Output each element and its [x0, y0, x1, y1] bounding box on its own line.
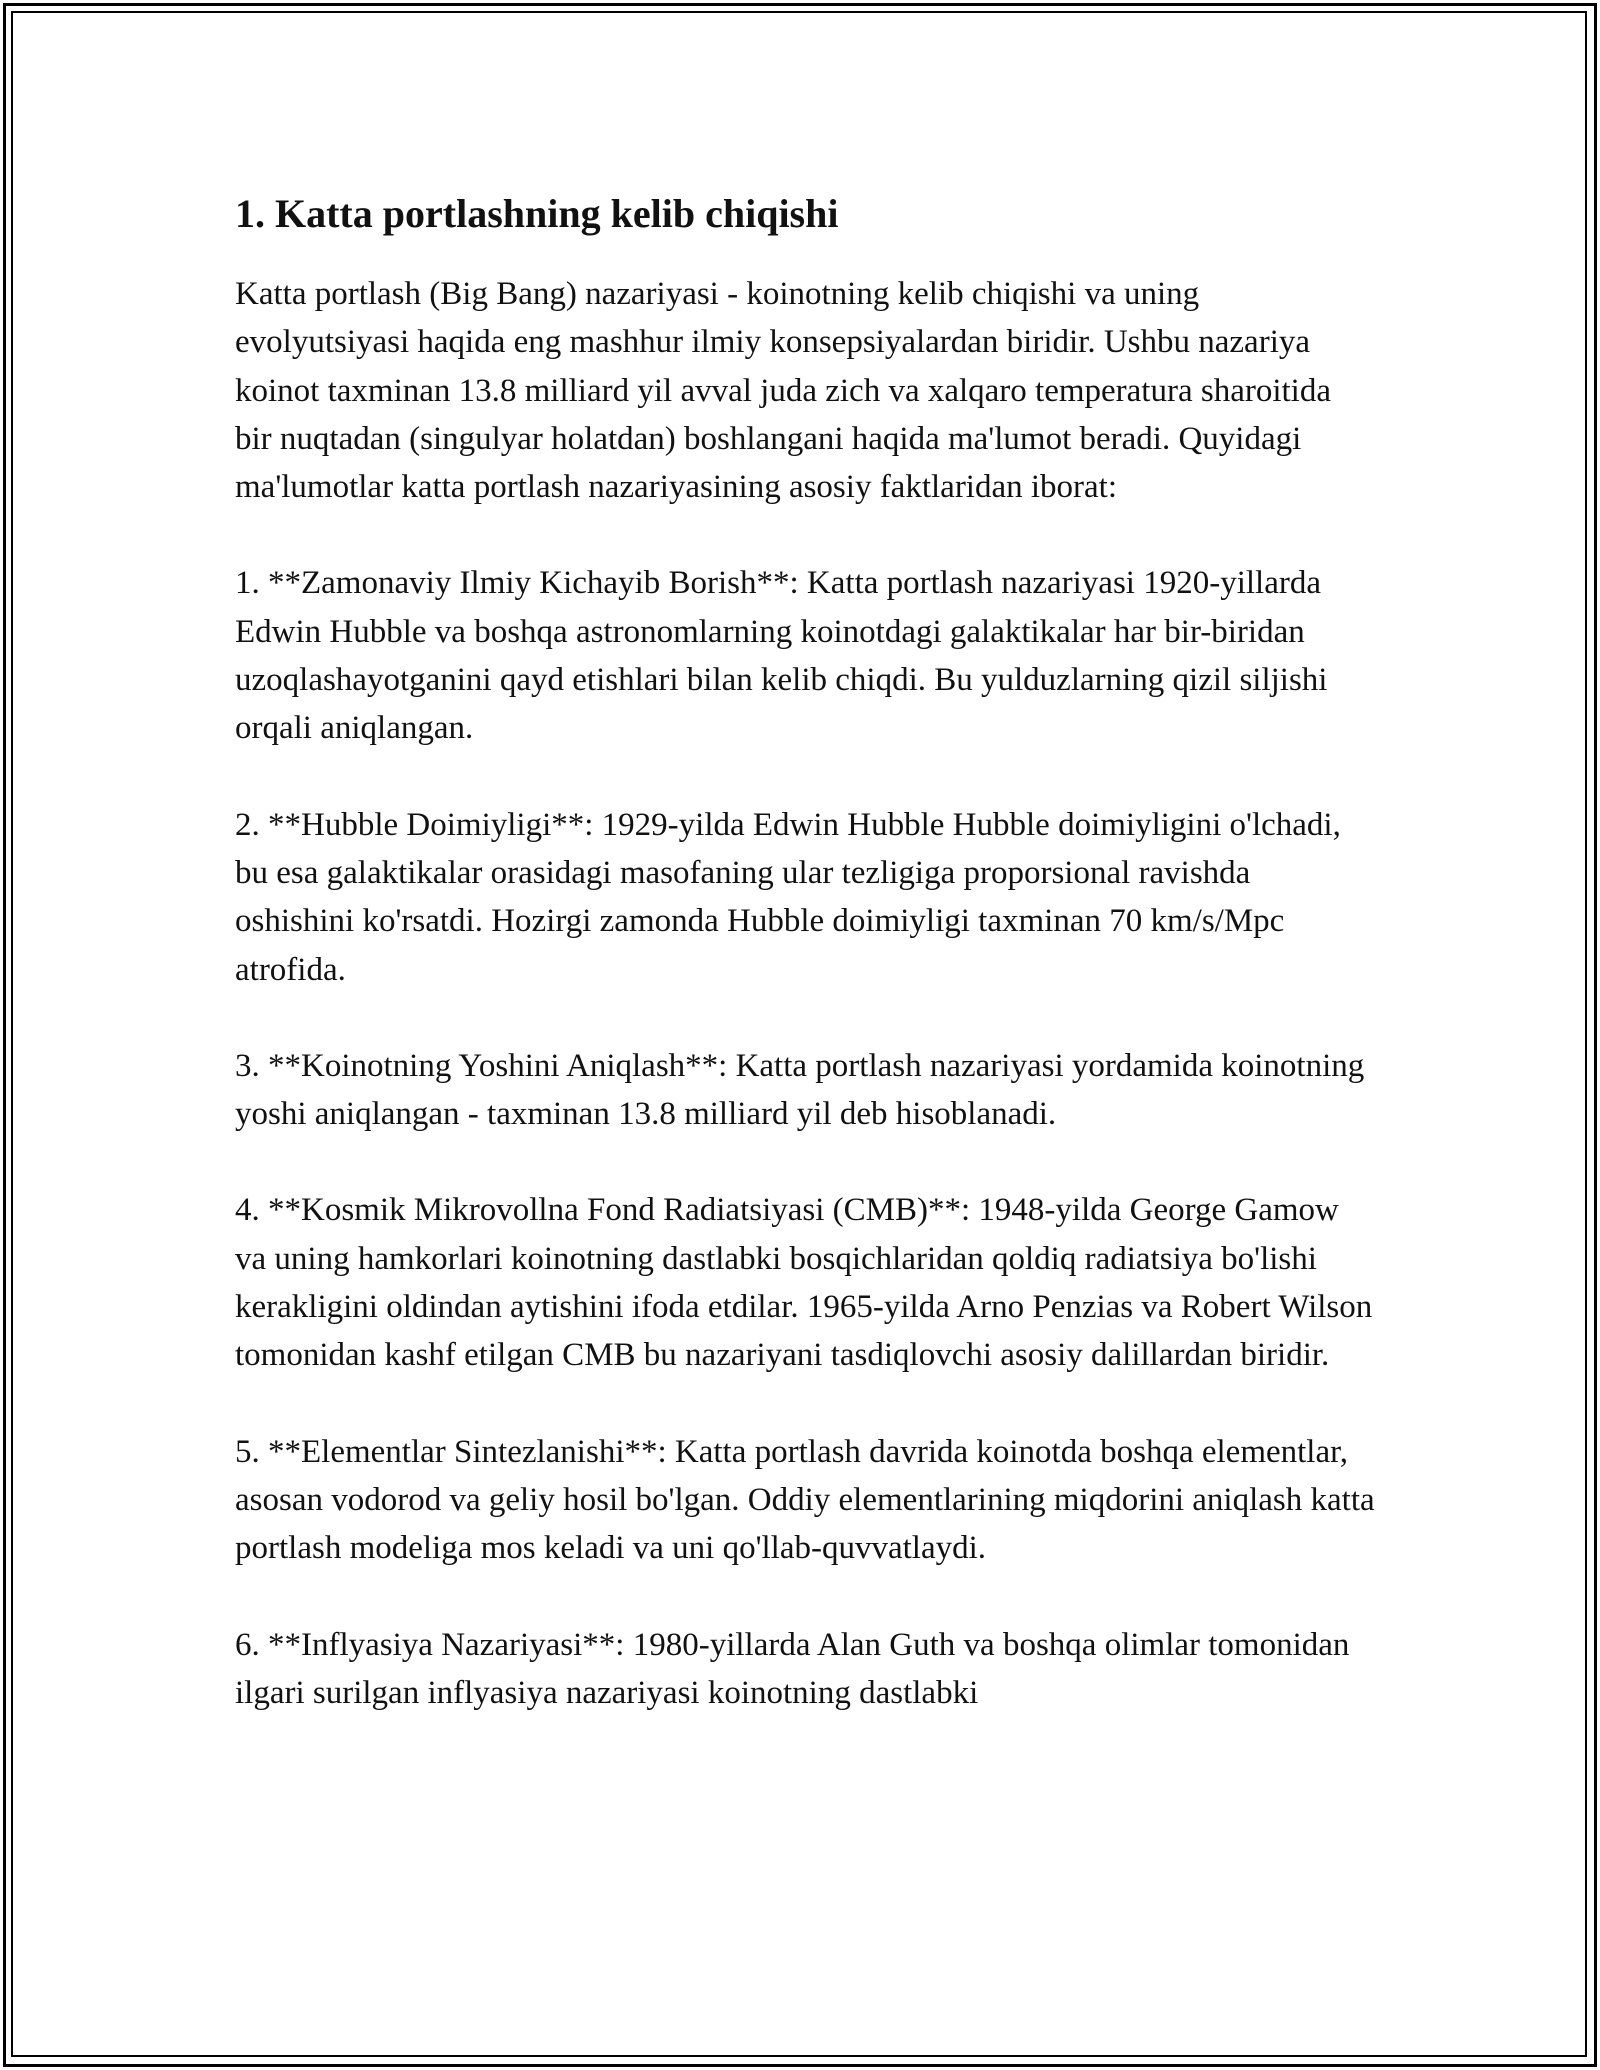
paragraph-item-6: 6. **Inflyasiya Nazariyasi**: 1980-yillarda Alan Guth va boshqa olimlar tomonidan ilgari surilgan inflyasiya nazariyasi koinotning dastlabki [235, 1626, 1350, 1711]
paragraph-item-3: 3. **Koinotning Yoshini Aniqlash**: Katta portlash nazariyasi yordamida koinotning yoshi aniqlangan - taxminan 13.8 milliard yil deb hisoblanadi. [235, 1047, 1365, 1133]
paragraph-item-4: 4. **Kosmik Mikrovollna Fond Radiatsiyasi (CMB)**: 1948-yilda George Gamow va uning hamkorlari koinotning dastlabki bosqichlaridan qoldiq radiatsiya bo'lishi kerakligini oldindan aytishini ifoda etdilar. 1965-yilda Arno Penzias va Robert Wilson tomonidan kashf etilgan CMB bu nazariyani tasdiqlovchi asosiy dalillardan biridir. [235, 1192, 1373, 1374]
paragraph-item-5: 5. **Elementlar Sintezlanishi**: Katta portlash davrida koinotda boshqa elementlar, asosan vodorod va geliy hosil bo'lgan. Oddiy elementlarining miqdorini aniqlash katta portlash modeliga mos keladi va uni qo'llab-quvvatlaydi. [235, 1433, 1375, 1567]
section-heading: 1. Katta portlashning kelib chiqishi [235, 191, 839, 236]
paragraph-intro: Katta portlash (Big Bang) nazariyasi - koinotning kelib chiqishi va uning evolyutsiyasi haqida eng mashhur ilmiy konsepsiyalardan biridir. Ushbu nazariya koinot taxminan 13.8 milliard yil avval juda zich va xalqaro temperatura sharoitida bir nuqtadan (singulyar holatdan) boshlangani haqida ma'lumot beradi. Quyidagi ma'lumotlar katta portlash nazariyasining asosiy faktlaridan iborat: [235, 276, 1331, 506]
document-body [235, 188, 1375, 1765]
paragraph-item-2: 2. **Hubble Doimiyligi**: 1929-yilda Edwin Hubble Hubble doimiyligini o'lchadi, bu esa galaktikalar orasidagi masofaning ular tezligiga proporsional ravishda oshishini ko'rsatdi. Hozirgi zamonda Hubble doimiyligi taxminan 70 km/s/Mpc atrofida. [235, 806, 1341, 988]
paragraph-item-1: 1. **Zamonaviy Ilmiy Kichayib Borish**: Katta portlash nazariyasi 1920-yillarda Edwin Hubble va boshqa astronomlarning koinotdagi galaktikalar har bir-biridan uzoqlashayotganini qayd etishlari bilan kelib chiqdi. Bu yulduzlarning qizil siljishi orqali aniqlangan. [235, 565, 1328, 747]
